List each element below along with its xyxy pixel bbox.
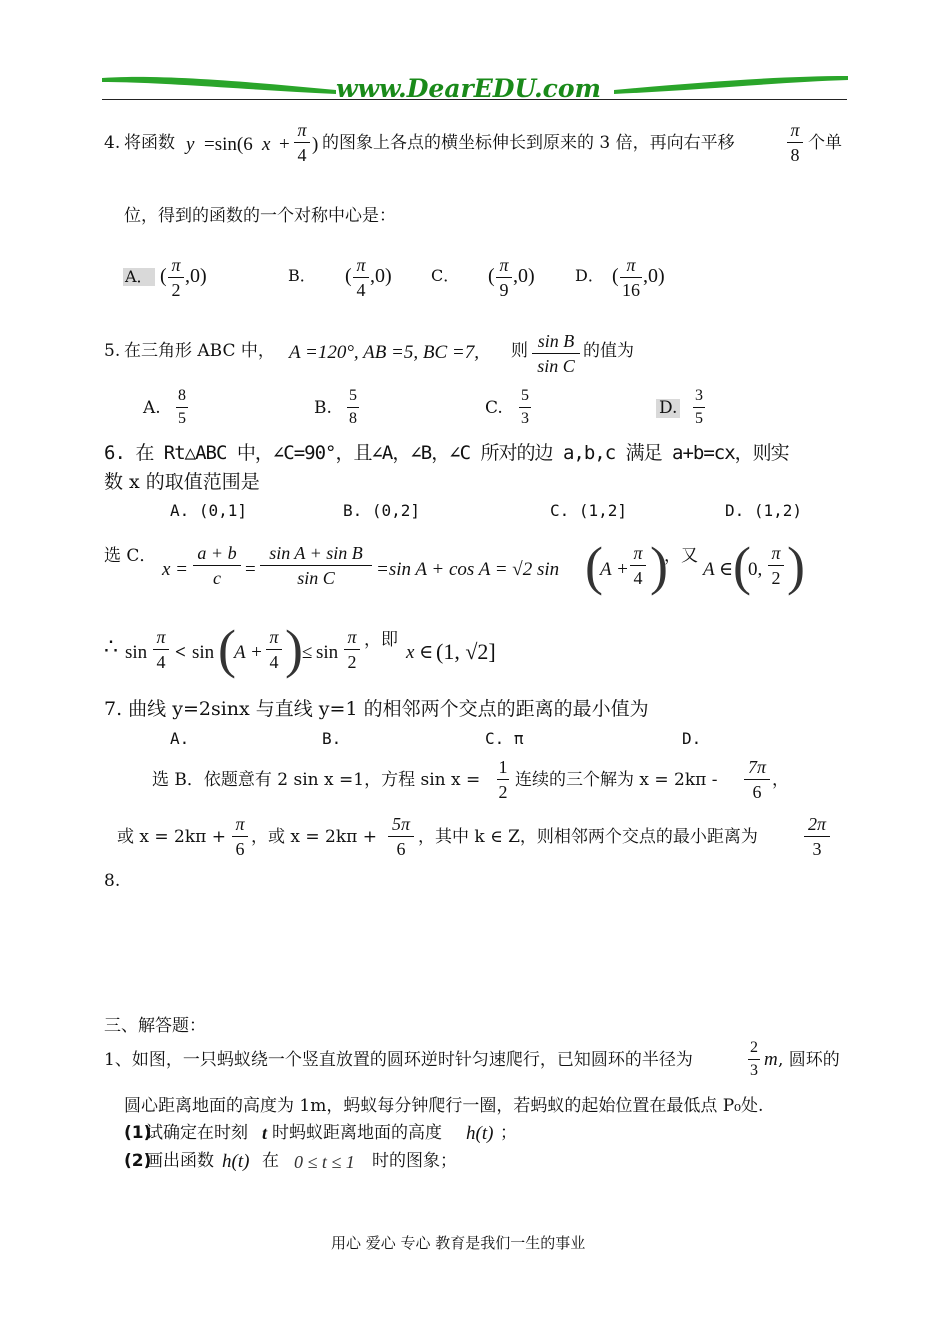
q7-frac-7pi-6: 7π 6 xyxy=(744,758,770,801)
q7-option-b: B. xyxy=(322,729,342,748)
q8-number: 8. xyxy=(104,871,121,891)
q4-func-eq: =sin(6 xyxy=(204,134,253,155)
q5-stem-b: 的值为 xyxy=(583,341,634,361)
q4-option-b-open: ( xyxy=(345,265,352,287)
problem-1-line1: 1、如图，一只蚂蚁绕一个竖直放置的圆环逆时针匀速爬行，已知圆环的半径为 xyxy=(104,1050,693,1070)
q7-solution-b: 连续的三个解为 x = 2kπ - xyxy=(515,770,718,790)
q6-therefore: ∴ xyxy=(104,635,118,660)
q6-A-in: A ∈ xyxy=(703,559,734,580)
q4-func-x: x xyxy=(262,134,271,155)
q5-option-d-frac: 3 5 xyxy=(695,387,703,427)
q4-option-a-tail: ,0) xyxy=(185,265,207,287)
problem-1-sub1-b: 时蚂蚁距离地面的高度 xyxy=(272,1123,442,1143)
q4-option-d-tail: ,0) xyxy=(643,265,665,287)
q7-option-c: C. π xyxy=(485,729,524,748)
problem-1-sub2-h: h(t) xyxy=(222,1151,250,1172)
q7-option-a: A. xyxy=(170,729,190,748)
header-swoosh-right xyxy=(612,72,850,98)
q4-stem-d: 位，得到的函数的一个对称中心是： xyxy=(124,206,396,226)
q7-frac-pi-6: π 6 xyxy=(232,815,248,858)
q6-option-b: B. (0,2] xyxy=(343,501,421,520)
q6-sin-2: sin xyxy=(192,642,215,663)
q4-option-b-tail: ,0) xyxy=(370,265,392,287)
q4-func-close: ) xyxy=(312,134,319,155)
q5-number: 5. xyxy=(104,341,121,361)
q4-frac-pi-4: π 4 xyxy=(294,121,310,164)
header-rule xyxy=(102,99,847,100)
q5-option-d-label: D. xyxy=(656,399,680,418)
q4-stem-c: 个单 xyxy=(808,133,842,153)
q4-option-d-frac: π 16 xyxy=(622,255,640,300)
problem-1-m: m xyxy=(764,1049,778,1070)
q6-rhs: =sin A + cos A = √2 sin xyxy=(376,559,560,580)
q6-line1: 6. 在 Rt△ABC 中，∠C=90°，且∠A，∠B，∠C 所对的边 a,b,c 满足 a+b=cx，则实 xyxy=(104,442,789,464)
problem-1-line2: 圆心距离地面的高度为 1m，蚂蚁每分钟爬行一圈，若蚂蚁的起始位置在最低点 P₀处. xyxy=(124,1096,764,1116)
q7-frac-2pi-3: 2π 3 xyxy=(804,815,830,858)
q4-option-d-open: ( xyxy=(612,265,619,287)
q7-or-1: 或 x = 2kπ + xyxy=(117,827,226,847)
q6-range: (1, √2] xyxy=(436,639,496,664)
q6-frac-pi-4-a: π 4 xyxy=(630,544,646,587)
q6-frac-pi-2-a: π 2 xyxy=(768,544,784,587)
q6-option-a: A. (0,1] xyxy=(170,501,248,520)
q6-paren-open-1: ( xyxy=(585,536,603,596)
q5-option-b-label: B. xyxy=(314,398,332,418)
q4-option-c-tail: ,0) xyxy=(513,265,535,287)
q6-solution-label: 选 C． xyxy=(104,546,157,566)
q5-option-c-frac: 5 3 xyxy=(521,387,529,427)
q4-option-a-frac: π 2 xyxy=(168,256,184,299)
q5-option-b-frac: 5 8 xyxy=(349,387,357,427)
q6-lt: < xyxy=(175,642,186,663)
problem-1-sub2-label: (2) xyxy=(124,1151,152,1171)
q6-paren-close-2: ) xyxy=(787,536,805,596)
q6-option-d: D. (1,2) xyxy=(725,501,803,520)
q7-or-2: ，或 x = 2kπ + xyxy=(251,827,377,847)
problem-1-sub2-b: 在 xyxy=(262,1151,279,1171)
q4-option-c-open: ( xyxy=(488,265,495,287)
q6-ji: ，即 xyxy=(364,630,398,650)
q6-A-plus: A + xyxy=(600,559,629,580)
q7-solution-c: ，其中 k ∈ Z，则相邻两个交点的最小距离为 xyxy=(418,827,758,847)
q4-option-c-label: C． xyxy=(431,266,460,285)
q4-option-b-frac: π 4 xyxy=(353,256,369,299)
q4-stem-b: 的图象上各点的横坐标伸长到原来的 3 倍，再向右平移 xyxy=(322,133,735,153)
q6-zero: 0, xyxy=(748,559,763,580)
q6-paren-open-2: ( xyxy=(733,536,751,596)
q6-option-c: C. (1,2] xyxy=(550,501,628,520)
q4-option-c-frac: π 9 xyxy=(496,256,512,299)
q7-comma: ， xyxy=(772,770,789,790)
q6-x-in: x ∈ xyxy=(406,642,434,663)
q4-option-b-label: B． xyxy=(288,266,316,285)
q4-func-plus: + xyxy=(279,134,290,155)
problem-1-sub2-range: 0 ≤ t ≤ 1 xyxy=(294,1152,355,1172)
q6-sin-1: sin xyxy=(125,642,148,663)
q4-option-a-label: A． xyxy=(125,267,153,286)
q5-ze: 则 xyxy=(511,341,528,361)
q5-stem-a: 在三角形 ABC 中， xyxy=(124,341,275,361)
q4-option-a-open: ( xyxy=(160,265,167,287)
q6-line2: 数 x 的取值范围是 xyxy=(104,471,260,493)
q4-frac-pi-8: π 8 xyxy=(787,121,803,164)
q6-le: ≤ xyxy=(302,642,313,663)
problem-1-sub1-a: 试确定在时刻 xyxy=(146,1123,248,1143)
q5-option-c-label: C. xyxy=(485,398,503,418)
problem-1-sub2-a: 画出函数 xyxy=(146,1151,214,1171)
q6-you: ，又 xyxy=(664,546,698,566)
problem-1-sub1-h: h(t) xyxy=(466,1123,494,1144)
q5-given: A =120°, AB =5, BC =7, xyxy=(289,342,479,363)
q6-frac-pi-4-c: π 4 xyxy=(266,628,282,671)
q5-frac-sinB-sinC: sin B sin C xyxy=(532,332,580,375)
q4-option-d-label: D． xyxy=(575,266,604,285)
problem-1-line1-end: , 圆环的 xyxy=(778,1050,840,1070)
q6-paren-open-3: ( xyxy=(218,619,236,679)
problem-1-sub1-t: t xyxy=(262,1123,268,1143)
q7-line1: 7. 曲线 y=2sinx 与直线 y=1 的相邻两个交点的距离的最小值为 xyxy=(104,698,649,720)
q6-frac-sinAB-sinC: sin A + sin B sin C xyxy=(260,544,372,587)
problem-1-sub1-label: (1) xyxy=(124,1123,152,1143)
problem-1-sub2-c: 时的图象； xyxy=(372,1151,457,1171)
page-footer: 用心 爱心 专心 教育是我们一生的事业 xyxy=(331,1234,586,1252)
problem-1-sub1-c: ； xyxy=(500,1123,517,1143)
header-logo: www.DearEDU.com xyxy=(336,74,602,103)
q6-x-eq: x = xyxy=(162,559,189,580)
q4-number: 4. xyxy=(104,133,121,153)
q6-paren-close-3: ) xyxy=(285,619,303,679)
q7-frac-1-2: 1 2 xyxy=(498,757,508,802)
q6-sin-3: sin xyxy=(316,642,339,663)
q6-frac-pi-4-b: π 4 xyxy=(153,628,169,671)
q5-option-a-label: A. xyxy=(143,398,161,418)
header-swoosh-left xyxy=(100,72,340,98)
q6-frac-ab-c: a + b c xyxy=(193,544,241,587)
q6-paren-close-1: ) xyxy=(650,536,668,596)
q6-frac-pi-2-b: π 2 xyxy=(344,628,360,671)
q6-eq: = xyxy=(245,559,256,580)
q7-option-d: D. xyxy=(682,729,702,748)
section-title: 三、解答题： xyxy=(104,1016,206,1036)
q4-stem-a: 将函数 xyxy=(124,133,175,153)
problem-1-frac-2-3: 2 3 xyxy=(750,1039,758,1079)
q6-A-plus-2: A + xyxy=(234,642,263,663)
q7-solution-a: 选 B．依题意有 2 sin x =1，方程 sin x = xyxy=(152,770,481,790)
q7-frac-5pi-6: 5π 6 xyxy=(388,815,414,858)
q4-func-y: y xyxy=(186,134,195,155)
q5-option-a-frac: 8 5 xyxy=(178,387,186,427)
